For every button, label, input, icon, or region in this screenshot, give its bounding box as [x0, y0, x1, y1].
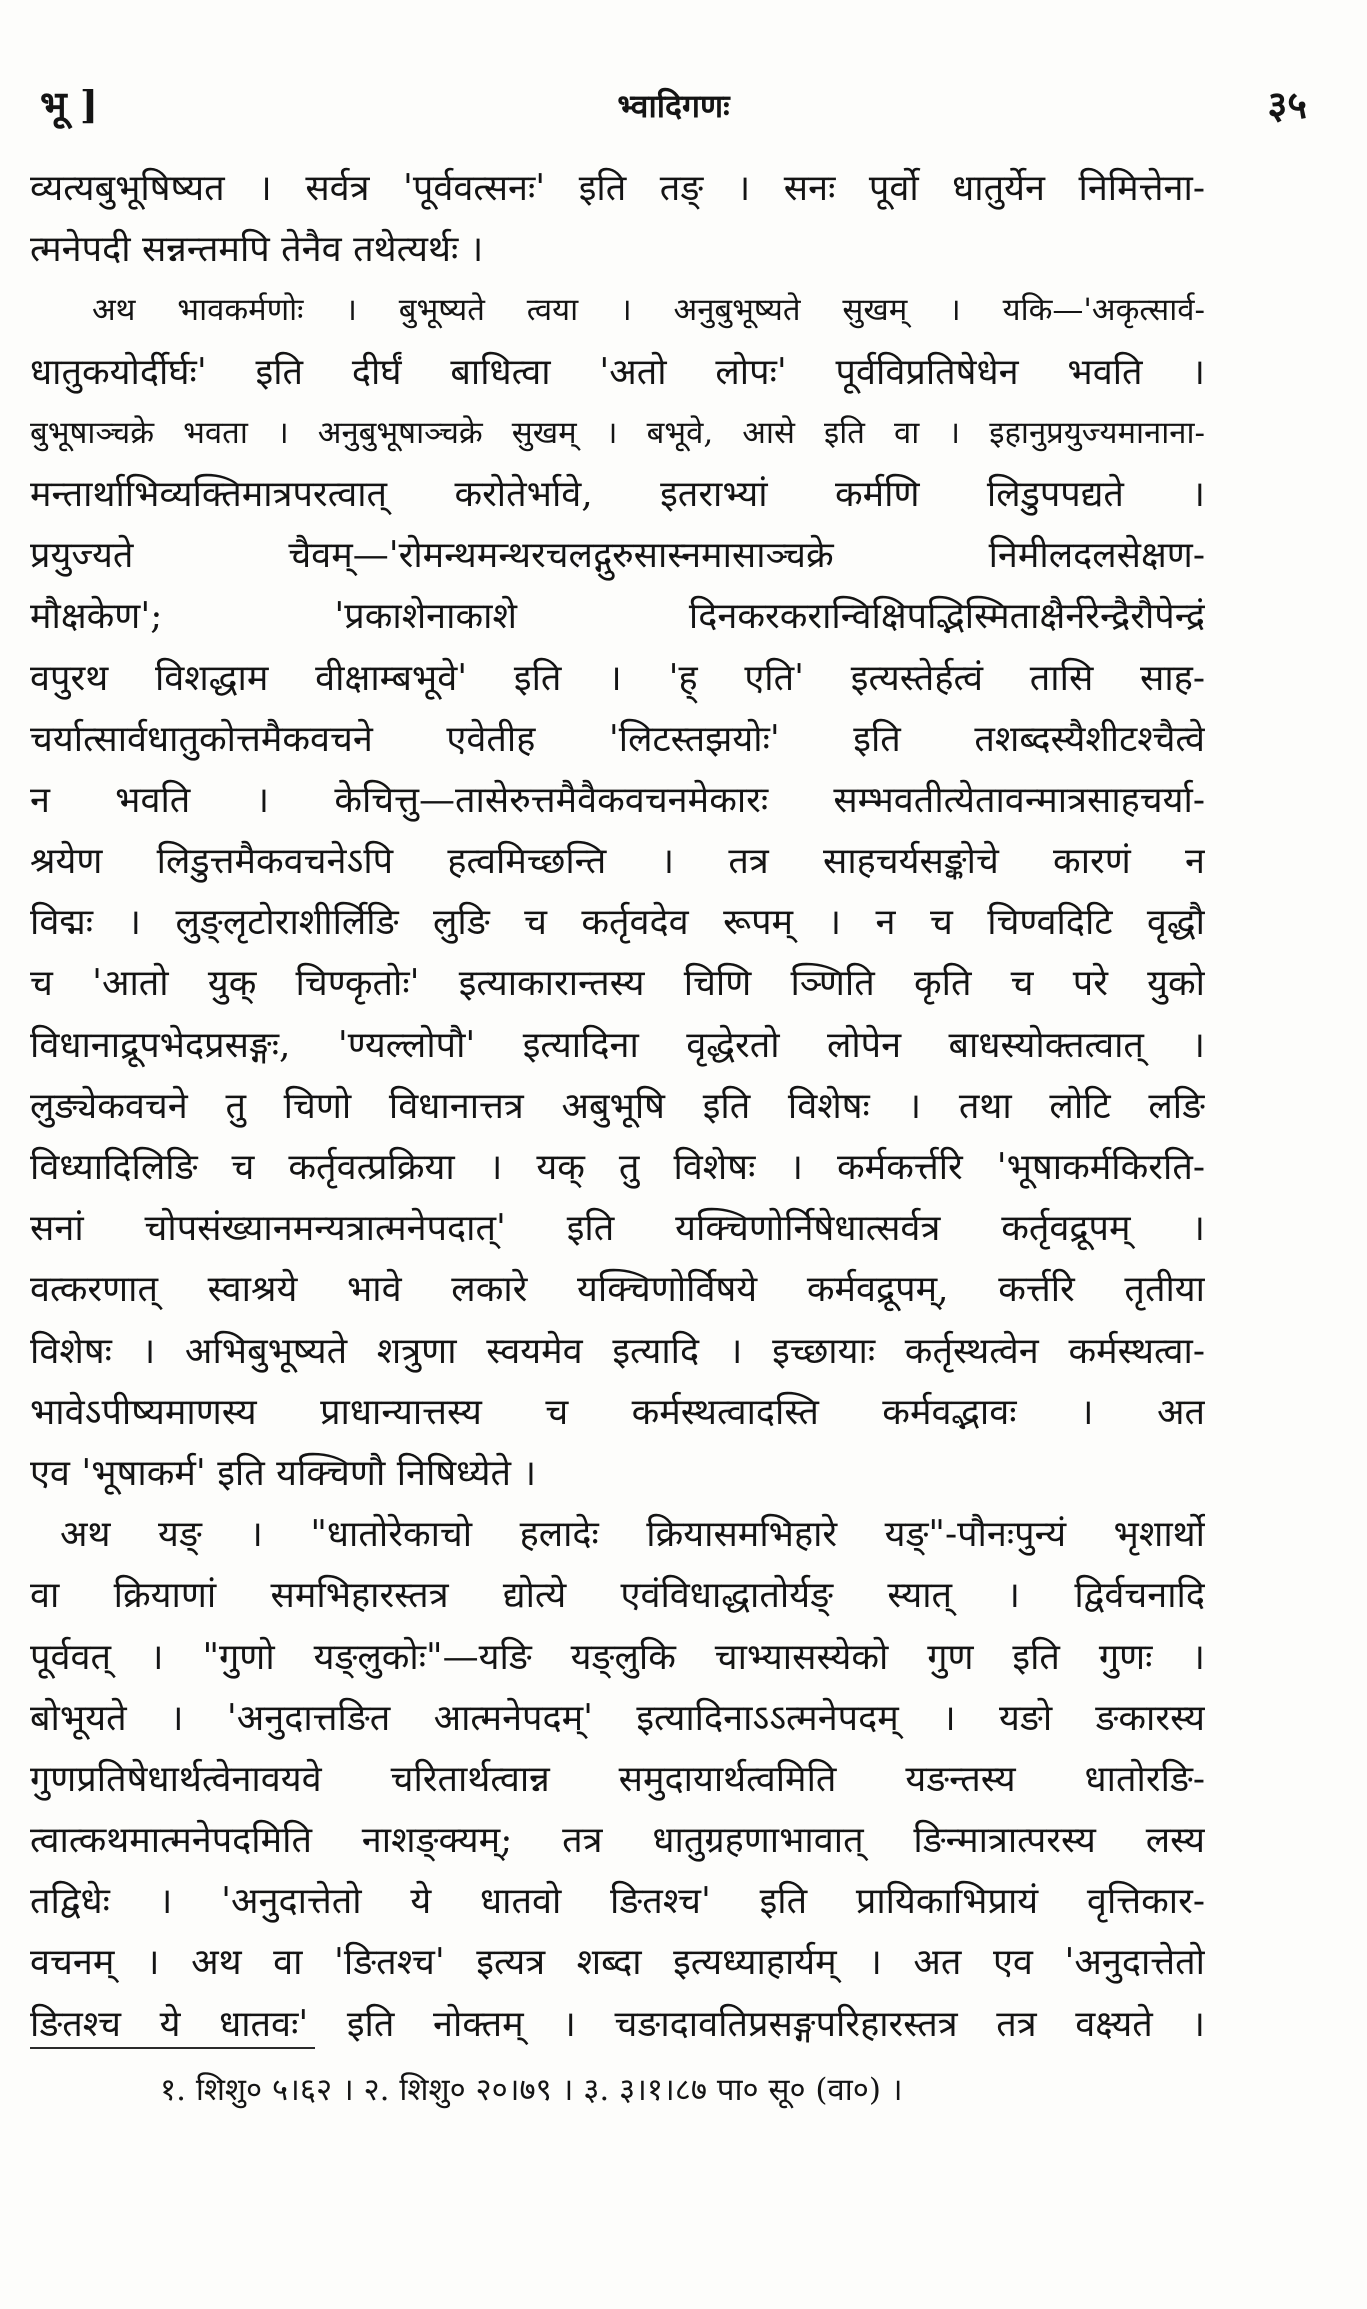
text-line: वपुरथ विशद्धाम वीक्षाम्बभूवे' इति । 'ह् एति' इत्यस्तेर्हत्वं तासि साह- [30, 657, 1205, 699]
text-line: मौक्षकेण'; 'प्रकाशेनाकाशे दिनकरकरान्विक्षिपद्भिस्मिताक्षैर्नरेन्द्रैरौपेन्द्रं [30, 596, 1205, 638]
text-line: लुङ्येकवचने तु चिणो विधानात्तत्र अबुभूषि इति विशेषः । तथा लोटि लङि [30, 1085, 1205, 1127]
text-line: विध्यादिलिङि च कर्तृवत्प्रक्रिया । यक् तु विशेषः । कर्मकर्त्तरि 'भूषाकर्मकिरति- [30, 1147, 1205, 1188]
page-number: ३५ [1267, 82, 1307, 127]
text-line: धातुकयोर्दीर्घः' इति दीर्घं बाधित्वा 'अतो लोपः' पूर्वविप्रतिषेधेन भवति । [30, 351, 1205, 393]
text-line: गुणप्रतिषेधार्थत्वेनावयवे चरितार्थत्वान्न समुदायार्थत्वमिति यङन्तस्य धातोरङि- [30, 1758, 1205, 1800]
text-line: विशेषः । अभिबुभूष्यते शत्रुणा स्वयमेव इत्यादि । इच्छायाः कर्तृस्थत्वेन कर्मस्थत्वा- [30, 1330, 1205, 1372]
footnote: १. शिशु० ५।६२ । २. शिशु० २०।७९ । ३. ३।१।८७ पा० सू० (वा०) । [160, 2072, 903, 2108]
text-line: भावेऽपीष्यमाणस्य प्राधान्यात्तस्य च कर्मस्थत्वादस्ति कर्मवद्भावः । अत [30, 1391, 1205, 1433]
text-line: प्रयुज्यते चैवम्—'रोमन्थमन्थरचलद्गुरुसास्नमासाञ्चक्रे निमीलदलसेक्षण- [30, 535, 1205, 577]
text-line: बोभूयते । 'अनुदात्तङित आत्मनेपदम्' इत्यादिनाऽऽत्मनेपदम् । यङो ङकारस्य [30, 1697, 1205, 1739]
text-line: एव 'भूषाकर्म' इति यक्चिणौ निषिध्येते । [30, 1452, 537, 1494]
header-section-mark: भू ] [40, 82, 98, 127]
text-line: श्रयेण लिडुत्तमैकवचनेऽपि हत्वमिच्छन्ति । तत्र साहचर्यसङ्कोचे कारणं न [30, 841, 1205, 883]
footnote-divider [30, 2047, 315, 2049]
text-line: त्वात्कथमात्मनेपदमिति नाशङ्क्यम्; तत्र धातुग्रहणाभावात् ङिन्मात्रात्परस्य लस्य [30, 1820, 1205, 1862]
text-line: सनां चोपसंख्यानमन्यत्रात्मनेपदात्' इति यक्चिणोर्निषेधात्सर्वत्र कर्तृवद्रूपम् । [30, 1208, 1205, 1250]
text-line: चर्यात्सार्वधातुकोत्तमैकवचने एवेतीह 'लिटस्तझयोः' इति तशब्दस्यैशीटश्चैत्वे [30, 718, 1205, 760]
text-line: विद्मः । लुङ्लृटोराशीर्लिङि लुङि च कर्तृवदेव रूपम् । न च चिण्वदिटि वृद्धौ [30, 902, 1205, 944]
text-line: त्मनेपदी सन्नन्तमपि तेनैव तथेत्यर्थः । [30, 229, 484, 271]
running-header [40, 78, 1307, 138]
text-line: पूर्ववत् । "गुणो यङ्लुकोः"—यङि यङ्लुकि चाभ्यासस्येको गुण इति गुणः । [30, 1636, 1205, 1678]
text-line: बुभूषाञ्चक्रे भवता । अनुबुभूषाञ्चक्रे सुखम् । बभूवे, आसे इति वा । इहानुप्रयुज्यमानाना- [30, 414, 1205, 451]
text-line: न भवति । केचित्तु—तासेरुत्तमैवैकवचनमेकारः सम्भवतीत्येतावन्मात्रसाहचर्या- [30, 779, 1205, 821]
text-line: मन्तार्थाभिव्यक्तिमात्रपरत्वात् करोतेर्भावे, इतराभ्यां कर्मणि लिडुपपद्यते । [30, 473, 1205, 515]
text-line: वत्करणात् स्वाश्रये भावे लकारे यक्चिणोर्विषये कर्मवद्रूपम्, कर्त्तरि तृतीया [30, 1269, 1205, 1311]
text-line: व्यत्यबुभूषिष्यत । सर्वत्र 'पूर्ववत्सनः' इति तङ् । सनः पूर्वो धातुर्येन निमित्तेना- [30, 168, 1205, 209]
text-line: ङितश्च ये धातवः' इति नोक्तम् । चङादावतिप्रसङ्गपरिहारस्तत्र तत्र वक्ष्यते । [30, 2003, 1205, 2045]
text-line: विधानाद्रूपभेदप्रसङ्गः, 'ण्यल्लोपौ' इत्यादिना वृद्धेरतो लोपेन बाधस्योक्तत्वात् । [30, 1024, 1205, 1066]
text-line: च 'आतो युक् चिण्कृतोः' इत्याकारान्तस्य चिणि ञ्णिति कृति च परे युको [30, 963, 1205, 1005]
text-line: वचनम् । अथ वा 'ङितश्च' इत्यत्र शब्दा इत्यध्याहार्यम् । अत एव 'अनुदात्तेतो [30, 1942, 1205, 1984]
header-chapter-title: भ्वादिगणः [617, 87, 730, 125]
text-line: तद्विधेः । 'अनुदात्तेतो ये धातवो ङितश्च' इति प्रायिकाभिप्रायं वृत्तिकार- [30, 1881, 1205, 1923]
text-line: वा क्रियाणां समभिहारस्तत्र द्योत्ये एवंविधाद्धातोर्यङ् स्यात् । द्विर्वचनादि [30, 1575, 1205, 1617]
text-line: अथ यङ् । "धातोरेकाचो हलादेः क्रियासमभिहारे यङ्"-पौनःपुन्यं भृशार्थो [60, 1514, 1205, 1556]
main-text [30, 158, 1205, 2055]
text-line: अथ भावकर्मणोः । बुभूष्यते त्वया । अनुबुभूष्यते सुखम् । यकि—'अकृत्सार्व- [92, 292, 1205, 329]
